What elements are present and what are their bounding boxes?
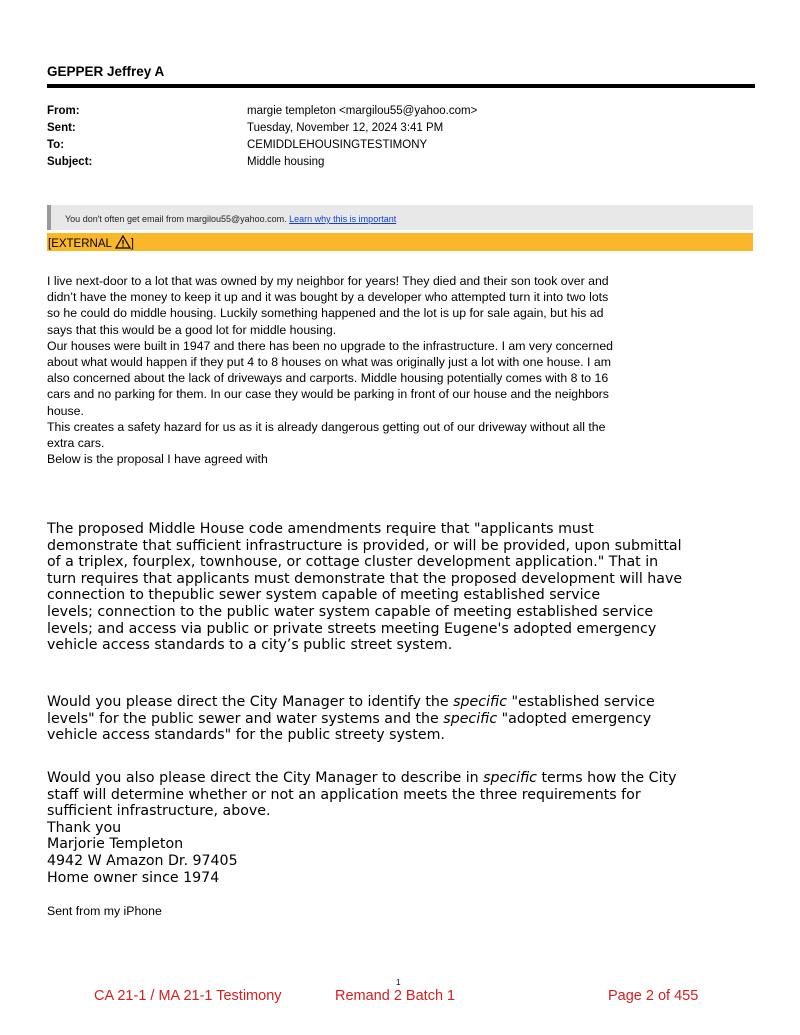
footer-middle: Remand 2 Batch 1 bbox=[335, 988, 456, 1004]
signoff-line: Thank you bbox=[47, 819, 122, 836]
body-line: extra cars. bbox=[47, 436, 105, 451]
request-line: staff will determine whether or not an application meets the three requirements for bbox=[47, 786, 641, 803]
body-line: didn’t have the money to keep it up and it was bought by a developer who attempted turn it into two lots bbox=[47, 290, 609, 305]
request-line: vehicle access standards" for the public streety system. bbox=[47, 727, 445, 744]
text-run: "adopted emergency bbox=[497, 710, 652, 727]
message-body bbox=[47, 273, 759, 467]
banner-text bbox=[65, 214, 396, 224]
subject-value: Middle housing bbox=[247, 156, 325, 168]
signoff-line: Marjorie Templeton bbox=[47, 836, 184, 853]
proposal-line: connection to thepublic sewer system capable of meeting established service bbox=[47, 587, 601, 604]
text-run: Would you please direct the City Manager to identify the bbox=[47, 694, 454, 710]
header-divider bbox=[47, 84, 755, 88]
request-line: sufficient infrastructure, above. bbox=[47, 803, 271, 820]
from-value: margie templeton <margilou55@yahoo.com> bbox=[247, 105, 478, 117]
request-line bbox=[47, 770, 759, 787]
learn-why-link[interactable]: Learn why this is important bbox=[289, 214, 397, 224]
body-line: also concerned about the lack of driveways and carports. Middle housing potentially comes with 8 to 16 bbox=[47, 371, 609, 386]
request-paragraph-1 bbox=[47, 694, 759, 744]
proposal-line: levels; and access via public or private streets meeting Eugene's adopted emergency bbox=[47, 620, 657, 637]
emphasis: specific bbox=[483, 770, 537, 786]
body-line: so he could do middle housing. Luckily something happened and the lot is up for sale again, but his ad bbox=[47, 306, 604, 321]
emphasis: specific bbox=[453, 694, 507, 710]
warning-icon bbox=[115, 235, 131, 249]
text-run: levels" for the public sewer and water systems and the bbox=[47, 710, 444, 727]
body-line: Below is the proposal I have agreed with bbox=[47, 452, 268, 467]
banner-message: You don't often get email from margilou55@yahoo.com. bbox=[65, 214, 290, 224]
proposal-line: The proposed Middle House code amendments require that "applicants must bbox=[47, 521, 594, 537]
proposal-paragraph bbox=[47, 521, 759, 654]
request-paragraph-2 bbox=[47, 770, 759, 886]
banner-accent-bar bbox=[47, 205, 51, 230]
to-value: CEMIDDLEHOUSINGTESTIMONY bbox=[247, 139, 428, 151]
page-number: 1 bbox=[396, 978, 401, 987]
external-tag-suffix: ] bbox=[130, 238, 134, 250]
body-line: Our houses were built in 1947 and there has been no upgrade to the infrastructure. I am very concerned bbox=[47, 338, 613, 353]
footer-left: CA 21-1 / MA 21-1 Testimony bbox=[94, 988, 282, 1004]
external-tag-bar bbox=[47, 233, 753, 251]
signoff-line: 4942 W Amazon Dr. 97405 bbox=[47, 852, 238, 869]
sent-from-signature: Sent from my iPhone bbox=[47, 904, 162, 918]
footer-right: Page 2 of 455 bbox=[608, 988, 699, 1004]
proposal-line: of a triplex, fourplex, townhouse, or cottage cluster development application." That in bbox=[47, 554, 659, 571]
proposal-line: vehicle access standards to a city’s public street system. bbox=[47, 637, 453, 654]
sender-warning-banner bbox=[47, 205, 753, 230]
request-line bbox=[47, 711, 759, 728]
sent-label: Sent: bbox=[47, 122, 76, 134]
external-tag-text bbox=[48, 235, 134, 250]
signoff-line: Home owner since 1974 bbox=[47, 869, 220, 886]
text-run: terms how the City bbox=[536, 770, 677, 786]
external-tag-prefix: [EXTERNAL bbox=[48, 238, 115, 250]
body-line: says that this would be a good lot for middle housing. bbox=[47, 322, 337, 337]
text-run: "established service bbox=[507, 694, 655, 710]
body-line: house. bbox=[47, 403, 84, 418]
subject-label: Subject: bbox=[47, 156, 93, 168]
text-run: Would you also please direct the City Manager to describe in bbox=[47, 770, 484, 786]
from-label: From: bbox=[47, 105, 80, 117]
body-line: about what would happen if they put 4 to 8 houses on what was originally just a lot with one house. I am bbox=[47, 355, 611, 370]
proposal-line: turn requires that applicants must demonstrate that the proposed development will have bbox=[47, 570, 683, 587]
request-line bbox=[47, 694, 759, 711]
to-label: To: bbox=[47, 139, 65, 151]
proposal-line: demonstrate that sufficient infrastructure is provided, or will be provided, upon submittal bbox=[47, 537, 682, 554]
body-line: cars and no parking for them. In our case they would be parking in front of our house and the neighbors bbox=[47, 387, 609, 402]
sent-value: Tuesday, November 12, 2024 3:41 PM bbox=[247, 122, 444, 134]
body-line: This creates a safety hazard for us as it is already dangerous getting out of our driveway without all the bbox=[47, 419, 606, 434]
emphasis: specific bbox=[443, 710, 498, 727]
mailbox-owner-name: GEPPER Jeffrey A bbox=[47, 64, 165, 79]
proposal-line: levels; connection to the public water system capable of meeting established service bbox=[47, 603, 654, 620]
body-line: I live next-door to a lot that was owned by my neighbor for years! They died and their son took over and bbox=[47, 274, 609, 288]
